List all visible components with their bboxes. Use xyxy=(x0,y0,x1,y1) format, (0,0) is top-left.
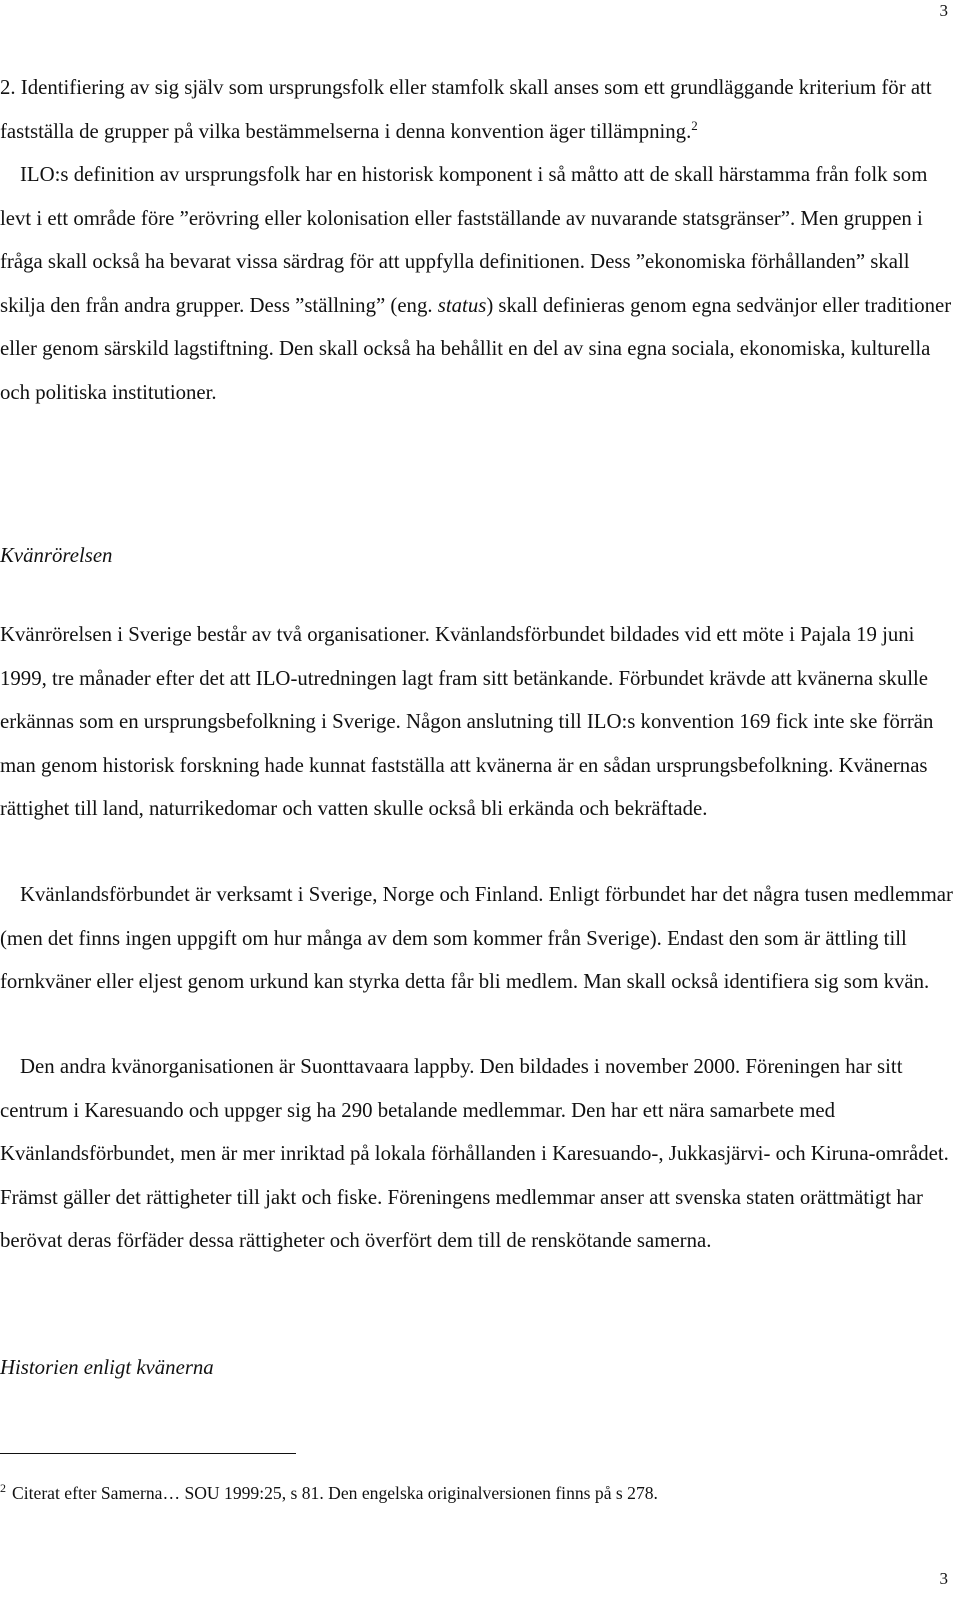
section-heading-historien: Historien enligt kvänerna xyxy=(0,1356,214,1379)
paragraph-quote-article-2 xyxy=(0,66,958,153)
paragraph-kvanrorelsen-2: Kvänlandsförbundet är verksamt i Sverige, Norge och Finland. Enligt förbundet har det några tusen medlemmar (men det finns ingen uppgift om hur många av dem som kommer från Sverige). Endast den som är ättling till fornkväner eller eljest genom urkund kan styrka detta får bli medlem. Man skall också identifiera sig som kvän. xyxy=(0,883,953,993)
footnote-mark: 2 xyxy=(0,1481,6,1495)
page-number-bottom: 3 xyxy=(939,1569,948,1588)
paragraph-text: 2. Identifiering av sig själv som ursprungsfolk eller stamfolk skall anses som ett grundläggande kriterium för att fastställa de grupper på vilka bestämmelserna i denna konvention äger tillämpning. xyxy=(0,76,932,143)
footnote-divider xyxy=(0,1453,296,1454)
footnote xyxy=(0,1478,658,1508)
paragraph-text-a: ILO:s definition av ursprungsfolk har en historisk komponent i så måtto att de skall härstamma från folk som levt i ett område före ”erövring eller kolonisation eller fastställande av nuvarande statsgränser”. Men gruppen i fråga skall också ha bevarat vissa särdrag för att uppfylla definitionen. Dess ”ekonomiska förhållanden” skall skilja den från andra grupper. Dess ”ställning” (eng. xyxy=(0,163,928,317)
section-heading-kvanrorelsen: Kvänrörelsen xyxy=(0,544,113,567)
footnote-reference: 2 xyxy=(691,117,698,133)
paragraph-kvanrorelsen-1: Kvänrörelsen i Sverige består av två organisationer. Kvänlandsförbundet bildades vid ett möte i Pajala 19 juni 1999, tre månader efter det att ILO-utredningen lagt fram sitt betänkande. Förbundet krävde att kvänerna skulle erkännas som en ursprungsbefolkning i Sverige. Någon anslutning till ILO:s konvention 169 fick inte ske förrän man genom historisk forskning hade kunnat fastställa att kvänerna är en sådan ursprungsbefolkning. Kvänernas rättighet till land, naturrikedomar och vatten skulle också bli erkända och bekräftade. xyxy=(0,623,934,820)
section-ilo-definition xyxy=(0,66,958,414)
paragraph-kvanrorelsen-3: Den andra kvänorganisationen är Suonttavaara lappby. Den bildades i november 2000. Föreningen har sitt centrum i Karesuando och uppger sig ha 290 betalande medlemmar. Den har ett nära samarbete med Kvänlandsförbundet, men är mer inriktad på lokala förhållanden i Karesuando-, Jukkasjärvi- och Kiruna-området. Främst gäller det rättigheter till jakt och fiske. Föreningens medlemmar anser att svenska staten orättmätigt har berövat deras förfäder dessa rättigheter och överfört dem till de renskötande samerna. xyxy=(0,1055,949,1252)
page-number-top: 3 xyxy=(939,1,948,20)
paragraph-text-b: ) skall definieras genom egna sedvänjor eller traditioner eller genom särskild lagstiftning. Den skall också ha behållit en del av sina egna sociala, ekonomiska, kulturella och politiska institutioner. xyxy=(0,293,952,404)
paragraph-ilo-definition xyxy=(0,153,958,414)
footnote-text: Citerat efter Samerna… SOU 1999:25, s 81. Den engelska originalversionen finns på s 278. xyxy=(12,1483,658,1503)
italic-term-status: status xyxy=(437,293,487,317)
